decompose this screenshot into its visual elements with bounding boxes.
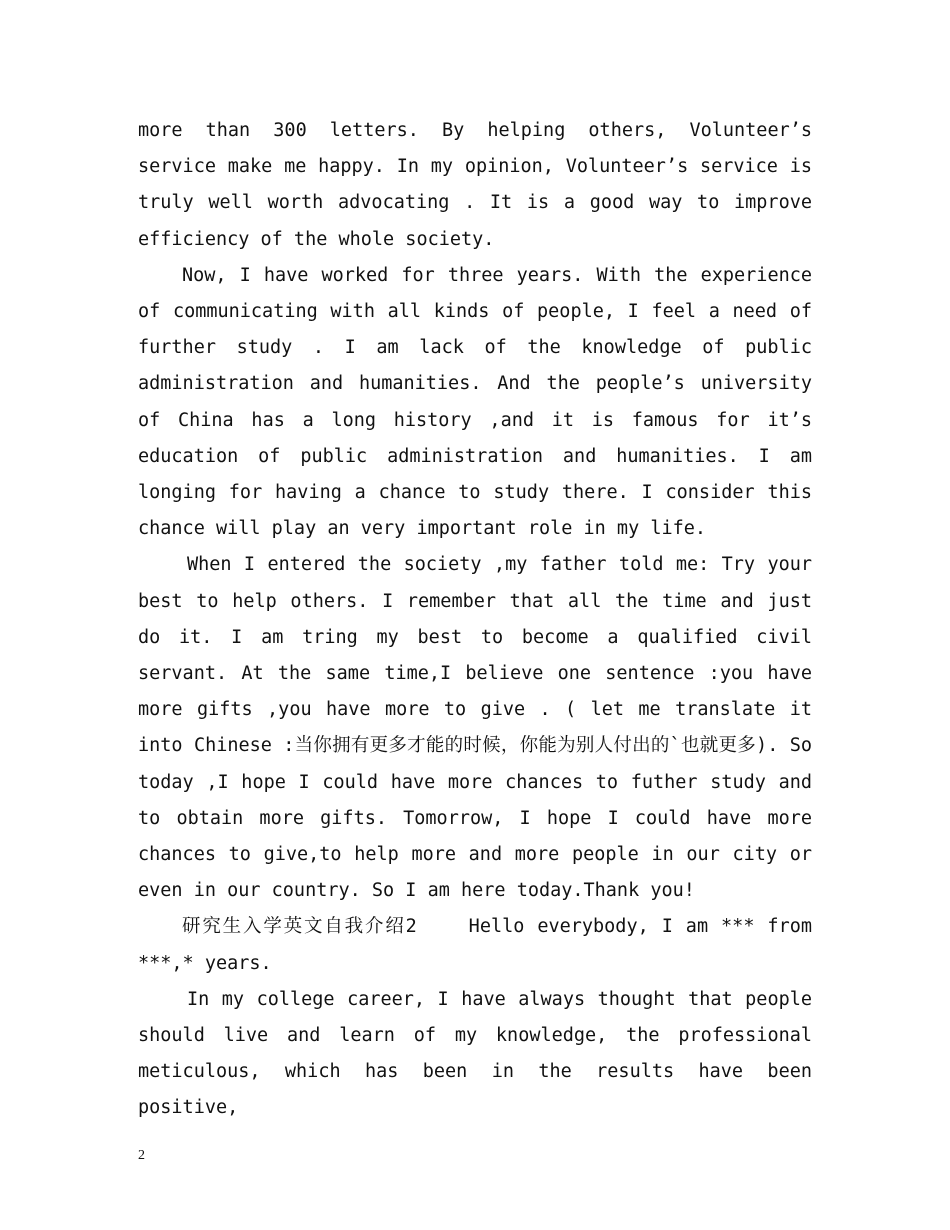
body-text (138, 113, 824, 1127)
paragraph-college-career: In my college career, I have always thought that people should live and learn of my knowledge, the professional meticulous, which has been in the results have been positive, (138, 988, 812, 1119)
page-number: 2 (138, 1148, 145, 1163)
paragraph-work-experience: Now, I have worked for three years. With the experience of communicating with all kinds of people, I feel a need of further study . I am lack of the knowledge of public administration and humanities. And the people’s university of China has a long history ,and it is famous for it’s education of public administration and humanities. I am longing for having a chance to study there. I consider this chance will play an very important role in my life. (138, 264, 812, 540)
paragraph-father-advice: When I entered the society ,my father told me: Try your best to help others. I remember that all the time and just do it. I am tring my best to become a qualified civil servant. At the same time,I believe one sentence :you have more gifts ,you have more to give . ( let me translate it into Chinese :当你拥有更多才能的时候，你能为别人付出的`也就更多). So today ,I hope I could have more chances to futher study and to obtain more gifts. Tomorrow, I hope I could have more chances to give,to help more and more people in our city or even in our country. So I am here today.Thank you! (138, 554, 812, 902)
section-heading-intro-2: 研究生入学英文自我介绍2 Hello everybody, I am *** from ***,* years. (138, 916, 824, 974)
paragraph-volunteer-service: more than 300 letters. By helping others, Volunteer’s service make me happy. In my opinion, Volunteer’s service is truly well worth advocating . It is a good way to improve efficiency of the whole society. (138, 120, 812, 250)
